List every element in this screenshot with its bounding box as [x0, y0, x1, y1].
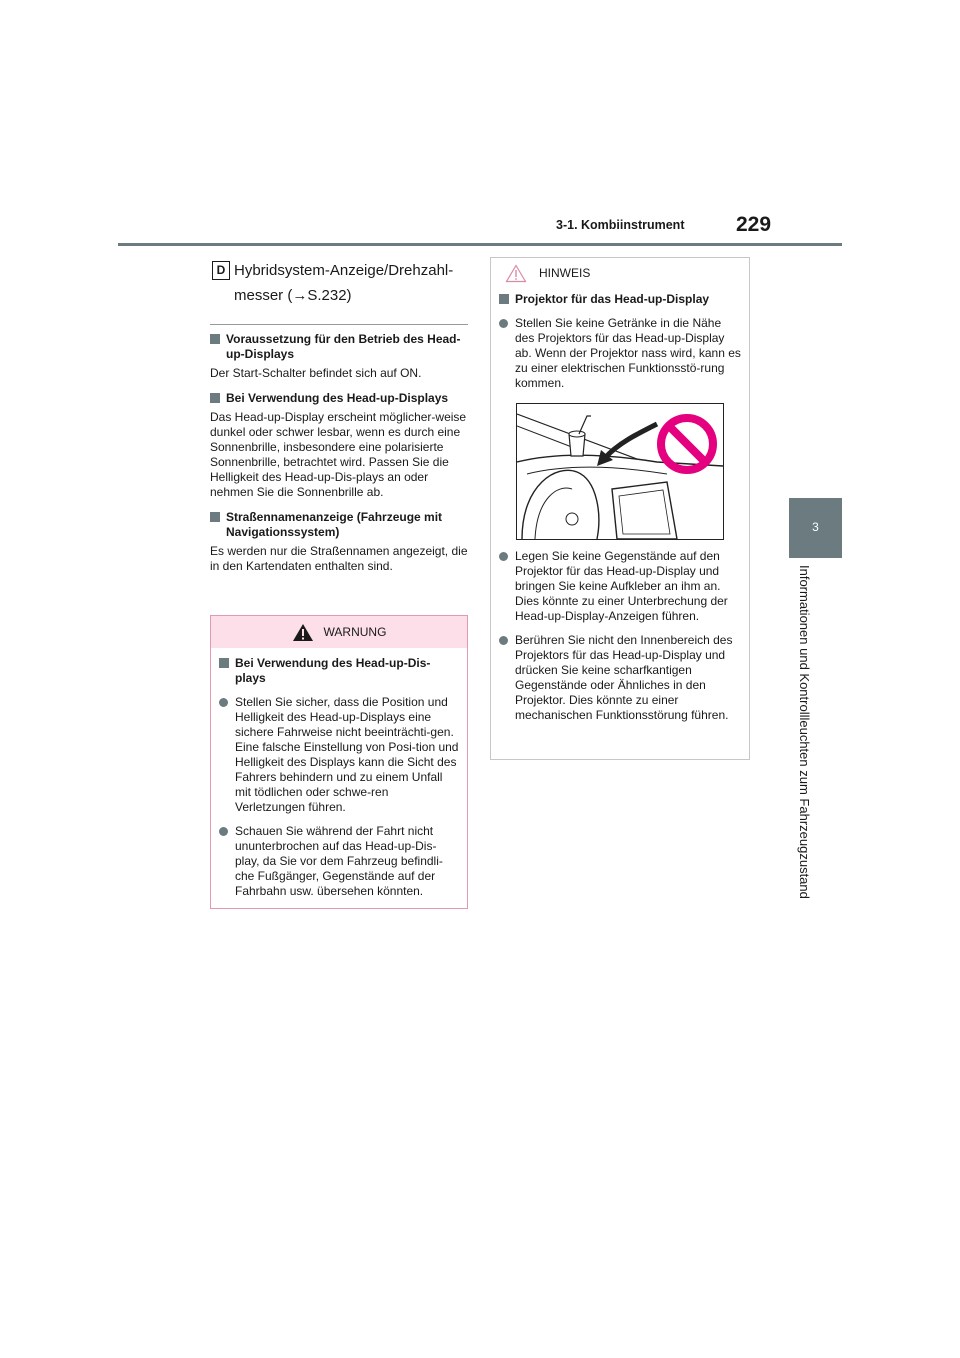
section-body: Es werden nur die Straßennamen angezeigt, die in den Kartendaten enthalten sind. [210, 544, 468, 573]
chapter-number: 3 [812, 520, 819, 534]
item-d-text-line2: messer (→S.232) [234, 287, 352, 304]
dashboard-drink-prohibited-icon [517, 404, 723, 539]
round-bullet-icon [499, 552, 508, 561]
info-section [210, 510, 468, 574]
chapter-title: Informationen und Kontrollleuchten zum Fahrzeugzustand [797, 565, 812, 899]
item-d-text-line1: Hybridsystem-Anzeige/Drehzahl- [234, 262, 454, 279]
section-heading: Voraussetzung für den Betrieb des Head-up-Displays [226, 332, 461, 361]
section-title: 3-1. Kombiinstrument [556, 218, 685, 232]
round-bullet-icon [499, 319, 508, 328]
info-section [210, 332, 468, 381]
notice-bullet: Stellen Sie keine Getränke in die Nähe des Projektors für das Head-up-Display ab. Wenn der Projektor nass wird, kann es zu einer elektrischen Funktionsstö-rung kommen. [499, 316, 741, 391]
section-heading: Straßennamenanzeige (Fahrzeuge mit Navigationssystem) [226, 510, 443, 539]
square-bullet-icon [219, 658, 229, 668]
notice-bullet: Berühren Sie nicht den Innenbereich des Projektors für das Head-up-Display und drücken Sie keine scharfkantigen Gegenstände oder Ähnliches in den Projektor. Dies könnte zu einer mechanischen Funktionsstörung führen. [499, 633, 741, 723]
notice-bullet: Legen Sie keine Gegenstände auf den Projektor für das Head-up-Display und bringen Sie keine Aufkleber an ihm an. Dies könnte zu einer Unterbrechung der Head-up-Display-Anzeigen führen. [499, 549, 741, 624]
notice-box [490, 257, 750, 760]
warning-box [210, 615, 468, 909]
warning-header [211, 616, 467, 648]
notice-header [491, 258, 749, 288]
warning-triangle-icon [292, 623, 314, 642]
square-bullet-icon [210, 512, 220, 522]
divider [210, 324, 468, 325]
warning-title: Bei Verwendung des Head-up-Dis-plays [235, 656, 431, 685]
warning-label: WARNUNG [323, 624, 387, 639]
section-heading: Bei Verwendung des Head-up-Displays [226, 391, 449, 405]
notice-label: HINWEIS [539, 265, 591, 280]
round-bullet-icon [219, 698, 228, 707]
item-marker: D [212, 261, 230, 280]
square-bullet-icon [210, 393, 220, 403]
square-bullet-icon [210, 334, 220, 344]
warning-bullet: Schauen Sie während der Fahrt nicht ununterbrochen auf das Head-up-Dis-play, da Sie vor dem Fahrzeug befindli-che Fußgänger, Gegenstände auf der Fahrbahn usw. übersehen könnten. [219, 824, 459, 899]
info-sections [210, 332, 468, 584]
warning-bullet: Stellen Sie sicher, dass die Position und Helligkeit des Head-up-Displays eine sichere Fahrweise nicht beeinträchti-gen. Eine falsche Einstellung von Posi-tion und Helligkeit des Displays kann die Sicht des Fahrers behindern und zu einem Unfall mit tödlichen oder schwe-ren Verletzungen führen. [219, 695, 459, 815]
notice-title: Projektor für das Head-up-Display [515, 292, 710, 306]
round-bullet-icon [219, 827, 228, 836]
header-rule [118, 243, 842, 246]
info-section [210, 391, 468, 500]
section-body: Das Head-up-Display erscheint möglicher-weise dunkel oder schwer lesbar, wenn es durch eine Sonnenbrille, insbesondere eine polarisierte Sonnenbrille, betrachtet wird. Passen Sie die Helligkeit des Head-up-Dis-plays an oder nehmen Sie die Sonnenbrille ab. [210, 410, 467, 499]
section-body: Der Start-Schalter befindet sich auf ON. [210, 366, 422, 380]
caution-outline-icon [505, 264, 527, 283]
page-number: 229 [736, 213, 772, 236]
projector-illustration [516, 403, 724, 540]
square-bullet-icon [499, 294, 509, 304]
round-bullet-icon [499, 636, 508, 645]
